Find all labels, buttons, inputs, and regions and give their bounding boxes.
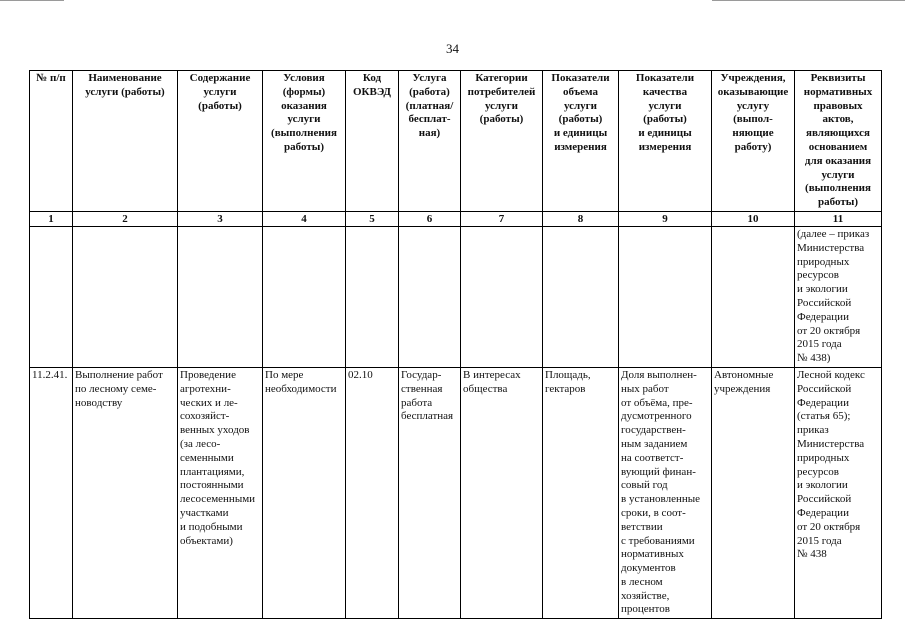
column-number: 4 (263, 211, 346, 226)
table-cell (399, 226, 461, 367)
column-number: 5 (346, 211, 399, 226)
services-table (29, 70, 882, 619)
column-number: 8 (543, 211, 619, 226)
column-number-row (30, 211, 882, 226)
page-number: 34 (446, 41, 459, 56)
header-cell-name: Наименование услуги (работы) (73, 71, 178, 212)
service-name-cell: Выполнение работ по лесному семе- новодству (73, 367, 178, 618)
okved-cell: 02.10 (346, 367, 399, 618)
table-cell (30, 226, 73, 367)
column-number: 2 (73, 211, 178, 226)
legal-acts-continuation-cell: (далее – приказ Министерства природных ресурсов и экологии Российской Федерации от 20 октября 2015 года № 438) (795, 226, 882, 367)
column-number: 3 (178, 211, 263, 226)
header-cell-legal-acts: Реквизиты нормативных правовых актов, являющихся основанием для оказания услуги (выполнения работы) (795, 71, 882, 212)
header-cell-num: № п/п (30, 71, 73, 212)
service-content-cell: Проведение агротехни- ческих и ле- сохозяйст- венных уходов (за лесо- семенными плантациями, постоянными лесосеменными участками и подобными объектами) (178, 367, 263, 618)
volume-indicators-cell: Площадь, гектаров (543, 367, 619, 618)
scan-edge-left (0, 0, 64, 1)
column-number: 11 (795, 211, 882, 226)
table-cell (73, 226, 178, 367)
row-number-cell: 11.2.41. (30, 367, 73, 618)
table-cell (619, 226, 712, 367)
conditions-cell: По мере необходимости (263, 367, 346, 618)
table-cell (178, 226, 263, 367)
column-number: 6 (399, 211, 461, 226)
header-cell-paid: Услуга (работа) (платная/ бесплат- ная) (399, 71, 461, 212)
header-cell-content: Содержание услуги (работы) (178, 71, 263, 212)
table-cell (543, 226, 619, 367)
table-cell (461, 226, 543, 367)
header-cell-okved: Код ОКВЭД (346, 71, 399, 212)
quality-indicators-cell: Доля выполнен- ных работ от объёма, пре- дусмотренного государствен- ным заданием на соответст- вующий финан- совый год в установленные сроки, в соот- ветствии с требованиями нормативных документов в лесном хозяйстве, процентов (619, 367, 712, 618)
column-number: 1 (30, 211, 73, 226)
header-cell-conditions: Условия (формы) оказания услуги (выполнения работы) (263, 71, 346, 212)
consumers-cell: В интересах общества (461, 367, 543, 618)
legal-acts-cell: Лесной кодекс Российской Федерации (статья 65); приказ Министерства природных ресурсов и экологии Российской Федерации от 20 октября 2015 года № 438 (795, 367, 882, 618)
scan-edge-right (712, 0, 905, 1)
table-row-continuation (30, 226, 882, 367)
institutions-cell: Автономные учреждения (712, 367, 795, 618)
table-cell (263, 226, 346, 367)
table-header-row (30, 71, 882, 212)
table-cell (346, 226, 399, 367)
table-cell (712, 226, 795, 367)
column-number: 7 (461, 211, 543, 226)
table-row-11-2-41 (30, 367, 882, 618)
header-cell-quality: Показатели качества услуги (работы) и единицы измерения (619, 71, 712, 212)
header-cell-volume: Показатели объема услуги (работы) и единицы измерения (543, 71, 619, 212)
paid-status-cell: Государ- ственная работа бесплатная (399, 367, 461, 618)
column-number: 10 (712, 211, 795, 226)
column-number: 9 (619, 211, 712, 226)
header-cell-institutions: Учреждения, оказывающие услугу (выпол- няющие работу) (712, 71, 795, 212)
header-cell-consumers: Категории потребителей услуги (работы) (461, 71, 543, 212)
